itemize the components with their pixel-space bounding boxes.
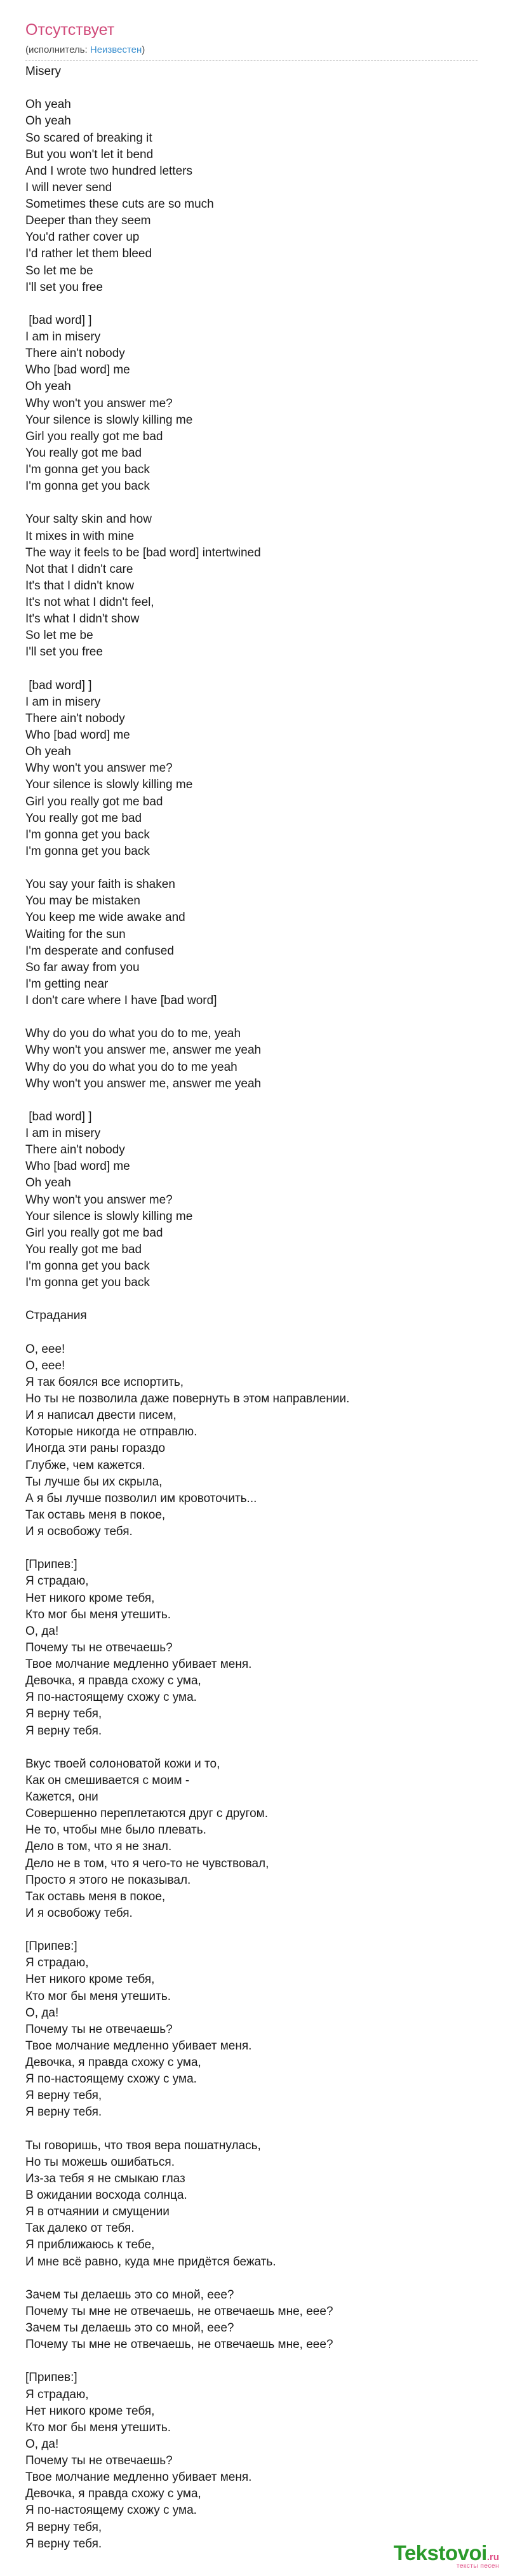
lyrics-text: Misery Oh yeah Oh yeah So scared of breaking it But you won't let it bend And I wrote two hundred letters I will never send Sometimes these cuts are so much Deeper than they seem You'd rather cover up I'd rather let them bleed So let me be I'll set you free [bad word] ] I am in misery There ain't nobody Who [bad word] me Oh yeah Why won't you answer me? Your silence is slowly killing me Girl you really got me bad You really got me bad I'm gonna get you back I'm gonna get you back Your salty skin and how It mixes in with mine The way it feels to be [bad word] intertwined Not that I didn't care It's that I didn't know It's not what I didn't feel, It's what I didn't show So let me be I'll set you free [bad word] ] I am in misery There ain't nobody Who [bad word] me Oh yeah Why won't you answer me? Your silence is slowly killing me Girl you really got me bad You really got me bad I'm gonna get you back I'm gonna get you back You say your faith is shaken You may be mistaken You keep me wide awake and Waiting for the sun I'm desperate and confused So far away from you I'm getting near I don't care where I have [bad word] Why do you do what you do to me, yeah Why won't you answer me, answer me yeah Why do you do what you do to me yeah Why won't you answer me, answer me yeah [bad word] ] I am in misery There ain't nobody Who [bad word] me Oh yeah Why won't you answer me? Your silence is slowly killing me Girl you really got me bad You really got me bad I'm gonna get you back I'm gonna get you back Страдания О, еее! О, еее! Я так боялся все испортить, Но ты не позволила даже повернуть в этом направлении. И я написал двести писем, Которые никогда не отправлю. Иногда эти раны гораздо Глубже, чем кажется. Ты лучше бы их скрыла, А я бы лучше позволил им кровоточить... Так оставь меня в покое, И я освобожу тебя. [Припев:] Я страдаю, Нет никого кроме тебя, Кто мог бы меня утешить. О, да! Почему ты не отвечаешь? Твое молчание медленно убивает меня. Девочка, я правда схожу с ума, Я по-настоящему схожу с ума. Я верну тебя, Я верну тебя. Вкус твоей солоноватой кожи и то, Как он смешивается с моим - Кажется, они Совершенно переплетаются друг с другом. Не то, чтобы мне было плевать. Дело в том, что я не знал. Дело не в том, что я чего-то не чувствовал, Просто я этого не показывал. Так оставь меня в покое, И я освобожу тебя. [Припев:] Я страдаю, Нет никого кроме тебя, Кто мог бы меня утешить. О, да! Почему ты не отвечаешь? Твое молчание медленно убивает меня. Девочка, я правда схожу с ума, Я по-настоящему схожу с ума. Я верну тебя, Я верну тебя. Ты говоришь, что твоя вера пошатнулась, Но ты можешь ошибаться. Из-за тебя я не смыкаю глаз В ожидании восхода солнца. Я в отчаянии и смущении Так далеко от тебя. Я приближаюсь к тебе, И мне всё равно, куда мне придётся бежать. Зачем ты делаешь это со мной, еее? Почему ты мне не отвечаешь, не отвечаешь мне, еее? Зачем ты делаешь это со мной, еее? Почему ты мне не отвечаешь, не отвечаешь мне, еее? [Припев:] Я страдаю, Нет никого кроме тебя, Кто мог бы меня утешить. О, да! Почему ты не отвечаешь? Твое молчание медленно убивает меня. Девочка, я правда схожу с ума, Я по-настоящему схожу с ума. Я верну тебя, Я верну тебя. bbox=[25, 65, 350, 2551]
song-header bbox=[25, 19, 483, 61]
logo-tagline: тексты песен bbox=[456, 2563, 499, 2570]
logo-wordmark bbox=[394, 2542, 499, 2564]
song-title: Отсутствует bbox=[25, 21, 115, 39]
artist-prefix: (исполнитель: bbox=[25, 44, 90, 55]
artist-link[interactable]: Неизвестен bbox=[90, 44, 142, 55]
logo-tld: .ru bbox=[486, 2552, 499, 2563]
logo-name: Tekstovoi bbox=[393, 2541, 487, 2565]
site-logo[interactable] bbox=[394, 2542, 499, 2570]
artist-line bbox=[25, 43, 478, 61]
artist-suffix: ) bbox=[142, 44, 145, 55]
